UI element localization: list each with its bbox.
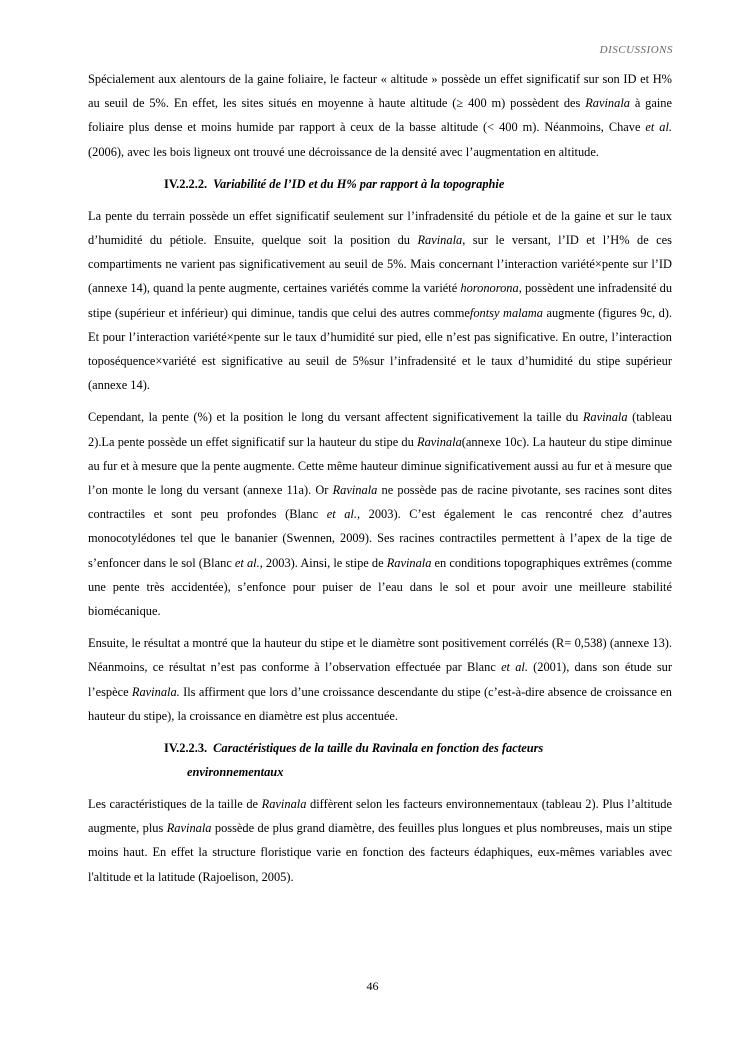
running-header: DISCUSSIONS — [599, 44, 673, 56]
section-heading-caracteristiques — [88, 736, 672, 784]
paragraph-taille: Cependant, la pente (%) et la position le long du versant affectent significativement la taille du Ravinala (tableau 2).La pente possède un effet significatif sur la hauteur du stipe du Ravinala(annexe 10c). La hauteur du stipe diminue au fur et à mesure que la pente augmente. Cette même hauteur diminue significativement aussi au fur et à mesure que l’on monte le long du versant (annexe 11a). Or Ravinala ne possède pas de racine pivotante, ses racines sont dites contractiles et sont peu profondes (Blanc et al., 2003). C’est également le cas rencontré chez d’autres monocotylédones tel que le bananier (Swennen, 2009). Ses racines contractiles permettent à l’apex de la tige de s’enfoncer dans le sol (Blanc et al., 2003). Ainsi, le stipe de Ravinala en conditions topographiques extrêmes (comme une pente très accidentée), s’enfonce pour puiser de l’eau dans le sol et pour avoir une meilleure stabilité biomécanique. — [88, 410, 672, 619]
document-body — [88, 67, 672, 897]
paragraph-facteurs: Les caractéristiques de la taille de Ravinala diffèrent selon les facteurs environnementaux (tableau 2). Plus l’altitude augmente, plus Ravinala possède de plus grand diamètre, des feuilles plus longues et plus nombreuses, mais un stipe moins haut. En effet la structure floristique varie en fonction des facteurs édaphiques, eux-mêmes variables avec l'altitude et la latitude (Rajoelison, 2005). — [88, 797, 673, 884]
section-number: IV.2.2.2. — [164, 176, 208, 191]
section-title-line2: environnementaux — [187, 765, 284, 780]
section-heading-topographie — [88, 172, 672, 196]
section-number: IV.2.2.3. — [164, 741, 208, 756]
paragraph-pente: La pente du terrain possède un effet significatif seulement sur l’infradensité du pétiole et de la gaine et sur le taux d’humidité du pétiole. Ensuite, quelque soit la position du Ravinala, sur le versant, l’ID et l’H% de ces compartiments ne varient pas significativement au seuil de 5%. Mais concernant l’interaction variété×pente sur l’ID (annexe 14), quand la pente augmente, certaines variétés comme la variété horonorona, possèdent une infradensité du stipe (supérieur et inférieur) qui diminue, tandis que celui des autres commefontsy malama augmente (figures 9c, d). Et pour l’interaction variété×pente sur le taux d’humidité sur pied, elle n’est pas significative. En outre, l’interaction toposéquence×variété est significative au seuil de 5%sur l’infradensité et le taux d’humidité du stipe supérieur (annexe 14). — [88, 208, 673, 393]
page-number: 46 — [366, 979, 379, 993]
section-title-line1: Caractéristiques de la taille du Ravinala en fonction des facteurs — [213, 741, 544, 756]
paragraph-altitude: Spécialement aux alentours de la gaine foliaire, le facteur « altitude » possède un effet significatif sur son ID et H% au seuil de 5%. En effet, les sites situés en moyenne à haute altitude (≥ 400 m) possèdent des Ravinala à gaine foliaire plus dense et moins humide par rapport à ceux de la basse altitude (< 400 m). Néanmoins, Chave et al. (2006), avec les bois ligneux ont trouvé une décroissance de la densité avec l’augmentation en altitude. — [88, 72, 673, 159]
section-title: Variabilité de l’ID et du H% par rapport à la topographie — [213, 176, 505, 191]
paragraph-correlation: Ensuite, le résultat a montré que la hauteur du stipe et le diamètre sont positivement corrélés (R= 0,538) (annexe 13). Néanmoins, ce résultat n’est pas conforme à l’observation effectuée par Blanc et al. (2001), dans son étude sur l’espèce Ravinala. Ils affirment que lors d’une croissance descendante du stipe (c’est-à-dire absence de croissance en hauteur du stipe), la croissance en diamètre est plus accentuée. — [88, 636, 672, 723]
